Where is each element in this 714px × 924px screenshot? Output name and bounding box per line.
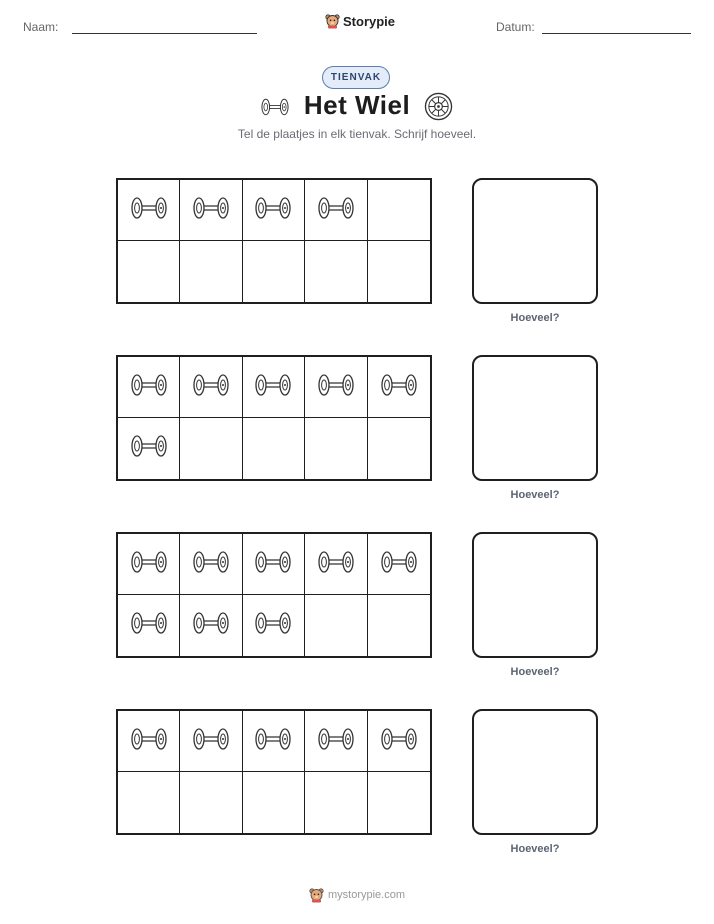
answer-box[interactable] xyxy=(472,355,598,481)
footer-url: mystorypie.com xyxy=(327,889,406,901)
frame-cell xyxy=(243,180,305,241)
frame-cell xyxy=(118,711,180,772)
frame-cell xyxy=(305,711,367,772)
frame-cell xyxy=(368,534,430,595)
frame-cell xyxy=(368,418,430,479)
wheel-axle-icon xyxy=(316,372,356,403)
ten-frame xyxy=(116,532,432,658)
ten-frame xyxy=(116,709,432,835)
frame-cell xyxy=(180,595,242,656)
wheel-axle-icon xyxy=(191,549,231,580)
answer-label: Hoeveel? xyxy=(510,312,560,324)
frame-cell xyxy=(243,534,305,595)
answer-box[interactable] xyxy=(472,178,598,304)
frame-cell xyxy=(305,772,367,833)
answer-label: Hoeveel? xyxy=(510,666,560,678)
name-label: Naam: xyxy=(23,20,59,34)
frame-cell xyxy=(180,711,242,772)
wheel-axle-icon xyxy=(129,549,169,580)
brand-logo xyxy=(325,13,395,29)
wheel-axle-icon xyxy=(191,610,231,641)
storypie-mascot-icon xyxy=(325,13,340,29)
wheel-axle-icon xyxy=(191,726,231,757)
frame-cell xyxy=(368,711,430,772)
storypie-mascot-icon xyxy=(309,887,324,903)
wheel-axle-icon xyxy=(253,726,293,757)
wheel-axle-icon xyxy=(253,195,293,226)
date-label: Datum: xyxy=(496,20,535,34)
frame-cell xyxy=(368,772,430,833)
frame-cell xyxy=(368,357,430,418)
frame-cell xyxy=(305,595,367,656)
brand-name: Storypie xyxy=(343,13,396,29)
wheel-axle-icon xyxy=(129,433,169,464)
frame-cell xyxy=(180,772,242,833)
instructions: Tel de plaatjes in elk tienvak. Schrijf hoeveel. xyxy=(237,127,477,141)
wheel-axle-icon xyxy=(129,195,169,226)
ten-frame xyxy=(116,355,432,481)
wheel-axle-icon xyxy=(379,726,419,757)
frame-cell xyxy=(305,534,367,595)
frame-cell xyxy=(305,180,367,241)
frame-cell xyxy=(118,241,180,302)
frame-cell xyxy=(180,534,242,595)
category-badge: TIENVAK xyxy=(322,66,390,89)
frame-cell xyxy=(243,772,305,833)
frame-cell xyxy=(243,418,305,479)
page-title: Het Wiel xyxy=(303,90,411,120)
frame-cell xyxy=(118,357,180,418)
frame-cell xyxy=(180,418,242,479)
wheel-icon xyxy=(424,92,453,126)
frame-cell xyxy=(305,357,367,418)
wheel-axle-icon xyxy=(316,549,356,580)
wheel-axle-icon xyxy=(253,549,293,580)
frame-cell xyxy=(368,241,430,302)
frame-cell xyxy=(305,418,367,479)
frame-cell xyxy=(180,180,242,241)
frame-cell xyxy=(305,241,367,302)
wheel-axle-icon xyxy=(191,195,231,226)
frame-cell xyxy=(368,595,430,656)
wheel-axle-icon xyxy=(191,372,231,403)
frame-cell xyxy=(180,241,242,302)
frame-cell xyxy=(118,418,180,479)
wheel-axle-icon xyxy=(129,610,169,641)
wheel-axle-icon xyxy=(316,726,356,757)
frame-cell xyxy=(118,180,180,241)
answer-box[interactable] xyxy=(472,532,598,658)
wheel-axle-icon xyxy=(253,610,293,641)
frame-cell xyxy=(243,357,305,418)
frame-cell xyxy=(368,180,430,241)
wheel-axle-icon xyxy=(379,372,419,403)
date-field[interactable] xyxy=(542,33,691,34)
ten-frame xyxy=(116,178,432,304)
frame-cell xyxy=(118,772,180,833)
wheel-axle-icon xyxy=(129,372,169,403)
footer xyxy=(0,887,714,903)
wheel-axle-icon xyxy=(379,549,419,580)
name-field[interactable] xyxy=(72,33,257,34)
frame-cell xyxy=(243,241,305,302)
frame-cell xyxy=(243,595,305,656)
answer-label: Hoeveel? xyxy=(510,843,560,855)
frame-cell xyxy=(180,357,242,418)
wheel-axle-icon xyxy=(129,726,169,757)
frame-cell xyxy=(118,534,180,595)
answer-box[interactable] xyxy=(472,709,598,835)
wheel-axle-icon xyxy=(253,372,293,403)
frame-cell xyxy=(243,711,305,772)
answer-label: Hoeveel? xyxy=(510,489,560,501)
frame-cell xyxy=(118,595,180,656)
wheel-axle-icon xyxy=(316,195,356,226)
